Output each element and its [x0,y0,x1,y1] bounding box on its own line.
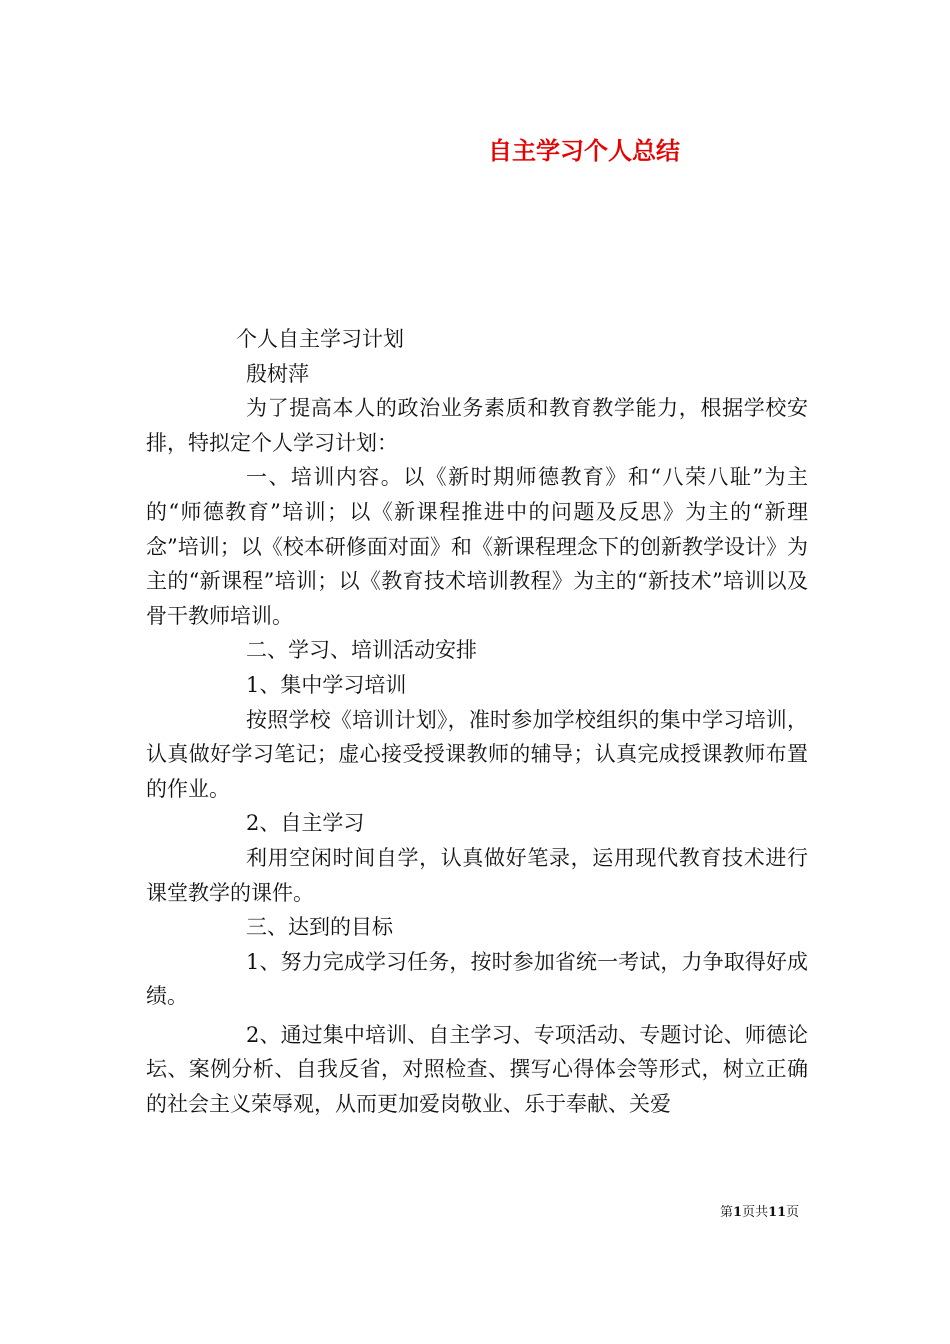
paragraph-training-content: 一、培训内容。以《新时期师德教育》和“八荣八耻”为主的“师德教育”培训；以《新课程推进中的问题及反思》为主的“新理念”培训；以《校本研修面对面》和《新课程理念下的创新教学设计》为主的“新课程”培训；以《教育技术培训教程》为主的“新技术”培训以及骨干教师培训。 [146,465,808,628]
paragraph-goal-2: 2、通过集中培训、自主学习、专项活动、专题讨论、师德论坛、案例分析、自我反省，对照检查、撰写心得体会等形式，树立正确的社会主义荣辱观，从而更加爱岗敬业、乐于奉献、关爱 [146,1022,808,1117]
footer-suffix: 页 [786,1205,800,1220]
subheading-centralized-training: 1、集中学习培训 [246,672,407,697]
paragraph-centralized-training: 按照学校《培训计划》，准时参加学校组织的集中学习培训，认真做好学习笔记；虚心接受授课教师的辅导；认真完成授课教师布置的作业。 [146,707,808,801]
footer-page-number: 1 [733,1205,743,1220]
page-footer [720,1204,799,1222]
footer-total-pages: 11 [768,1205,787,1220]
plan-heading: 个人自主学习计划 [236,327,404,351]
paragraph-self-study: 利用空闲时间自学，认真做好笔录，运用现代教育技术进行课堂教学的课件。 [146,845,808,905]
author-name: 殷树萍 [246,361,309,386]
document-body [146,322,808,1122]
footer-middle: 页共 [742,1205,769,1220]
subheading-self-study: 2、自主学习 [246,811,365,836]
page-title: 自主学习个人总结 [488,136,680,165]
section-heading-goals: 三、达到的目标 [246,915,393,940]
section-heading-activities: 二、学习、培训活动安排 [246,638,477,663]
footer-prefix: 第 [720,1205,734,1220]
paragraph-intro: 为了提高本人的政治业务素质和教育教学能力，根据学校安排，特拟定个人学习计划： [146,396,808,455]
paragraph-goal-1: 1、努力完成学习任务，按时参加省统一考试，力争取得好成绩。 [146,949,808,1009]
